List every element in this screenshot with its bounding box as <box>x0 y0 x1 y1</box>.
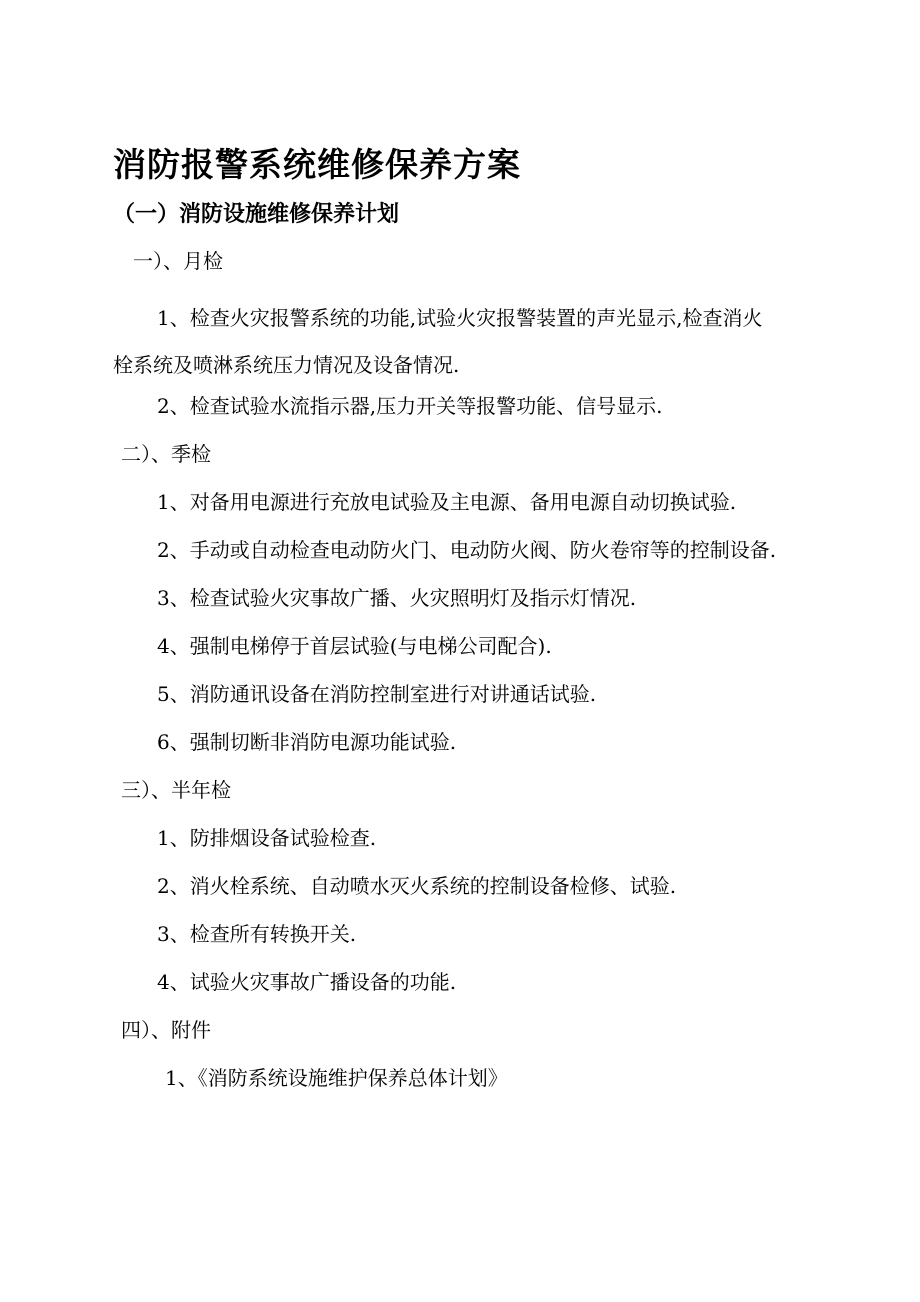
quarterly-item-2: 2、手动或自动检查电动防火门、电动防火阀、防火卷帘等的控制设备. <box>157 538 777 562</box>
document-title: 消防报警系统维修保养方案 <box>113 145 521 184</box>
section-subtitle: （一）消防设施维修保养计划 <box>113 202 400 227</box>
quarterly-item-5: 5、消防通讯设备在消防控制室进行对讲通话试验. <box>157 682 597 706</box>
heading-quarterly: 二）、季检 <box>121 442 211 466</box>
quarterly-item-6: 6、强制切断非消防电源功能试验. <box>157 730 457 754</box>
semiannual-item-3: 3、检查所有转换开关. <box>157 922 357 946</box>
quarterly-item-1: 1、对备用电源进行充放电试验及主电源、备用电源自动切换试验. <box>157 490 737 514</box>
monthly-item-1-line-2: 栓系统及喷淋系统压力情况及设备情况. <box>113 353 460 377</box>
semiannual-item-4: 4、试验火灾事故广播设备的功能. <box>157 970 457 994</box>
heading-monthly: 一）、月检 <box>133 249 223 273</box>
quarterly-item-3: 3、检查试验火灾事故广播、火灾照明灯及指示灯情况. <box>157 586 637 610</box>
quarterly-item-4: 4、强制电梯停于首层试验(与电梯公司配合). <box>157 634 552 658</box>
monthly-item-1-line-1: 1、检查火灾报警系统的功能,试验火灾报警装置的声光显示,检查消火 <box>157 306 763 330</box>
semiannual-item-2: 2、消火栓系统、自动喷水灭火系统的控制设备检修、试验. <box>157 874 677 898</box>
monthly-item-2: 2、检查试验水流指示器,压力开关等报警功能、信号显示. <box>157 394 663 418</box>
monthly-item-1 <box>113 295 813 389</box>
semiannual-item-1: 1、防排烟设备试验检查. <box>157 826 377 850</box>
heading-attachment: 四）、附件 <box>121 1018 211 1042</box>
attachment-item-1: 1、《消防系统设施维护保养总体计划》 <box>165 1066 508 1090</box>
heading-semiannual: 三）、半年检 <box>121 778 231 802</box>
